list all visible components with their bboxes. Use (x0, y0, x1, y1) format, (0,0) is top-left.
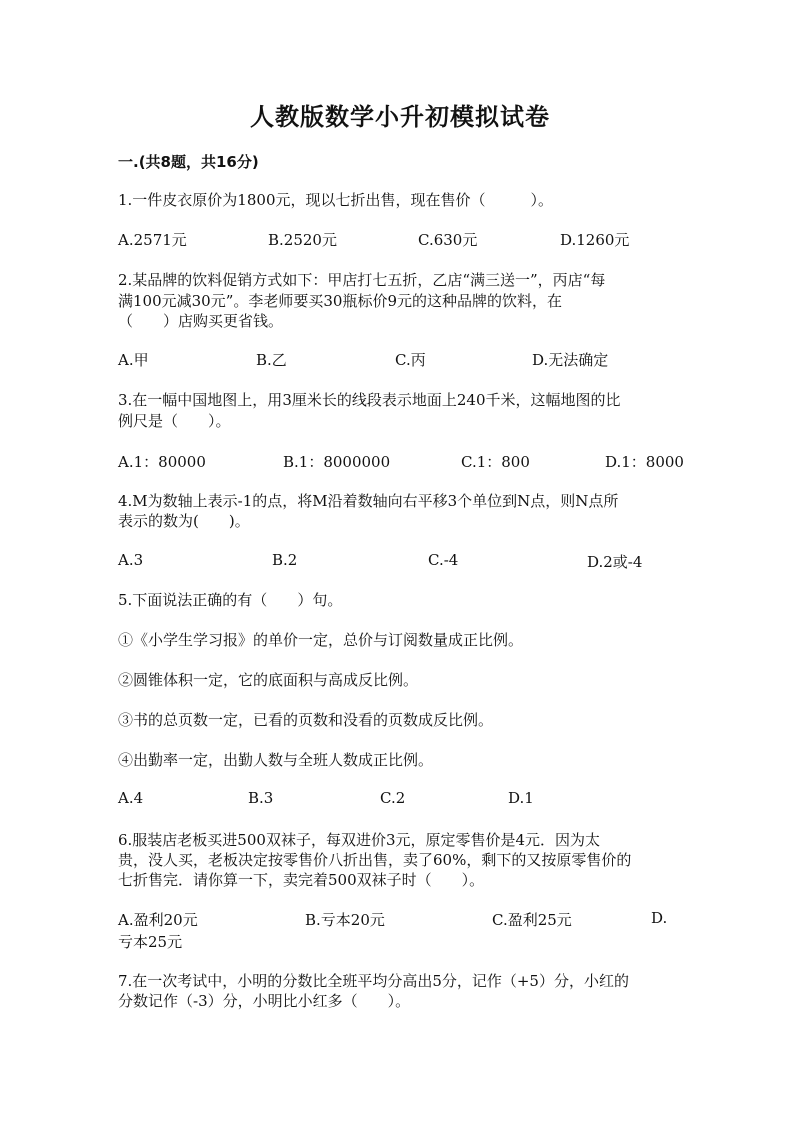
question-1-option-a: A.2571元 (118, 231, 187, 249)
question-2-option-a: A.甲 (118, 351, 149, 369)
question-3-option-b: B.1：8000000 (283, 453, 391, 471)
question-1-option-b: B.2520元 (268, 231, 337, 249)
question-3-line-1: 3.在一幅中国地图上，用3厘米长的线段表示地面上240千米，这幅地图的比 (118, 391, 621, 409)
page-title: 人教版数学小升初模拟试卷 (250, 102, 550, 131)
question-5-line-1: 5.下面说法正确的有（ ）句。 (118, 591, 343, 609)
question-4-option-b: B.2 (272, 551, 298, 569)
section-heading: 一.(共8题，共16分) (118, 153, 259, 171)
question-2-option-d: D.无法确定 (532, 351, 609, 369)
question-3-option-c: C.1：800 (461, 453, 530, 471)
question-1-line-1: 1.一件皮衣原价为1800元，现以七折出售，现在售价（ ）。 (118, 191, 553, 209)
question-2-option-b: B.乙 (256, 351, 287, 369)
question-6-option-b: B.亏本20元 (305, 911, 385, 929)
question-5-statement-2: ②圆锥体积一定，它的底面积与高成反比例。 (118, 671, 419, 689)
question-4-option-a: A.3 (118, 551, 144, 569)
question-2-line-1: 2.某品牌的饮料促销方式如下：甲店打七五折，乙店“满三送一”，丙店“每 (118, 271, 606, 289)
question-7-line-1: 7.在一次考试中，小明的分数比全班平均分高出5分，记作（+5）分，小红的 (118, 972, 629, 990)
question-1-option-c: C.630元 (418, 231, 478, 249)
question-4-option-c: C.-4 (428, 551, 459, 569)
question-4-option-d: D.2或-4 (587, 553, 643, 571)
question-4-line-1: 4.M为数轴上表示-1的点，将M沿着数轴向右平移3个单位到N点，则N点所 (118, 492, 619, 510)
question-6-option-d-label: D. (651, 909, 668, 927)
question-3-option-d: D.1：8000 (605, 453, 684, 471)
question-3-option-a: A.1：80000 (118, 453, 206, 471)
question-1-option-d: D.1260元 (560, 231, 630, 249)
question-5-option-c: C.2 (380, 789, 406, 807)
question-3-line-2: 例尺是（ ）。 (118, 412, 231, 430)
question-5-option-d: D.1 (508, 789, 534, 807)
question-4-line-2: 表示的数为( )。 (118, 512, 250, 530)
question-5-statement-3: ③书的总页数一定，已看的页数和没看的页数成反比例。 (118, 711, 494, 729)
question-5-option-a: A.4 (118, 789, 144, 807)
question-6-line-3: 七折售完．请你算一下，卖完着500双袜子时（ ）。 (118, 871, 485, 889)
question-6-line-1: 6.服装店老板买进500双袜子，每双进价3元，原定零售价是4元．因为太 (118, 831, 601, 849)
question-6-option-a: A.盈利20元 (118, 911, 198, 929)
question-5-statement-4: ④出勤率一定，出勤人数与全班人数成正比例。 (118, 751, 434, 769)
question-2-line-3: （ ）店购买更省钱。 (118, 312, 284, 330)
question-2-option-c: C.丙 (395, 351, 426, 369)
question-5-option-b: B.3 (248, 789, 274, 807)
question-7-line-2: 分数记作（-3）分，小明比小红多（ ）。 (118, 992, 411, 1010)
question-5-statement-1: ①《小学生学习报》的单价一定，总价与订阅数量成正比例。 (118, 631, 524, 649)
question-6-line-2: 贵，没人买，老板决定按零售价八折出售，卖了60%，剩下的又按原零售价的 (118, 851, 632, 869)
question-2-line-2: 满100元减30元”。李老师要买30瓶标价9元的这种品牌的饮料，在 (118, 292, 563, 310)
question-6-option-d-text: 亏本25元 (118, 933, 183, 951)
question-6-option-c: C.盈利25元 (492, 911, 572, 929)
